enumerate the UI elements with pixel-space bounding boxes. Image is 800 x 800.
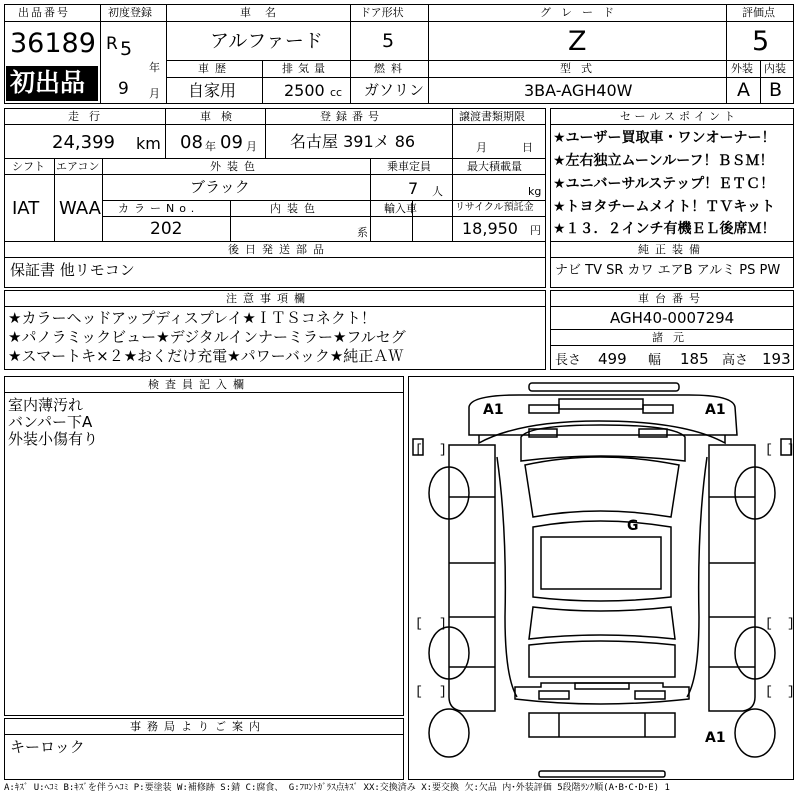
svg-text:[: [ <box>415 616 423 631</box>
car-name-label: 車名 <box>240 6 290 19</box>
tailgate <box>515 683 689 704</box>
ac-label: エアコン <box>56 160 100 173</box>
exterior-label: 外装 <box>731 62 753 75</box>
insp-month-unit: 月 <box>246 140 257 153</box>
later-parts: 保証書 他リモコン <box>10 261 135 279</box>
svg-text:]: ] <box>439 616 447 631</box>
front-end <box>469 395 737 435</box>
transfer-day: 日 <box>522 141 533 154</box>
notes-line-1: ★カラーヘッドアップディスプレイ★ＩＴＳコネクト！ <box>8 309 376 327</box>
year-unit: 年 <box>149 61 160 74</box>
wid-label: 幅 <box>648 353 662 368</box>
sales-line-4: ★トヨタチームメイト！ＴＶキット <box>553 199 775 215</box>
reg-label: 初度登録 <box>108 6 152 19</box>
door-label: ドア形状 <box>360 6 404 19</box>
damage-mark-front-right: A1 <box>705 402 726 418</box>
displacement: 2500 <box>284 81 325 100</box>
chassis-label: 車台番号 <box>638 292 706 305</box>
grade-label: グレード <box>540 6 624 19</box>
front-bumper <box>529 383 679 391</box>
equip: ナビ TV SR カワ エアB アルミ PS PW <box>555 263 781 278</box>
import-label: 輸入車 <box>384 202 417 215</box>
interior-grade: B <box>769 79 783 101</box>
model-label: 型式 <box>560 62 602 75</box>
sales-line-5: ★１３．２インチ有機ＥＬ後席Ｍ！ <box>553 221 776 237</box>
load-label: 最大積載量 <box>467 160 522 173</box>
displacement-label: 排気量 <box>282 62 330 75</box>
wid: 185 <box>680 350 709 368</box>
model: 3BA-AGH40W <box>524 81 633 100</box>
sales-line-3: ★ユニバーサルステップ！ＥＴＣ！ <box>553 176 775 192</box>
reg-month: 9 <box>118 79 129 99</box>
car-name: アルファード <box>210 30 323 52</box>
svg-text:]: ] <box>439 684 447 699</box>
damage-mark-glass: G <box>627 518 639 534</box>
dims-label: 諸元 <box>652 331 694 344</box>
color: ブラック <box>190 178 250 196</box>
damage-mark-front-left: A1 <box>483 402 504 418</box>
history-label: 車歴 <box>198 62 232 75</box>
svg-text:[: [ <box>765 616 773 631</box>
windshield <box>525 457 679 517</box>
svg-text:]: ] <box>439 442 447 457</box>
color-no: 202 <box>150 219 183 239</box>
hei-label: 高さ <box>722 353 749 368</box>
legend: A:ｷｽﾞ U:ﾍｺﾐ B:ｷｽﾞを伴うﾍｺﾐ P:要塗装 W:補修跡 S:錆 C:腐食、 G:ﾌﾛﾝﾄｶﾞﾗｽ点ｷｽﾞ XX:交換済み X:要交換 欠:欠品 内･外装評価 5段階ﾗﾝｸ順(A･B･C･D･E) 1 <box>4 783 670 793</box>
interior-color-label: 内装色 <box>270 202 321 215</box>
lot-number: 36189 <box>10 28 96 59</box>
exterior-grade: A <box>737 79 750 101</box>
len: 499 <box>598 350 627 368</box>
inspector-label: 検査員記入欄 <box>148 378 250 391</box>
tail-lamp-right <box>635 691 665 699</box>
spare-wheel-left <box>429 709 469 757</box>
history: 自家用 <box>188 81 237 100</box>
svg-text:[: [ <box>765 684 773 699</box>
shift-label: シフト <box>12 160 45 173</box>
month-unit: 月 <box>149 87 160 100</box>
left-side <box>449 445 495 711</box>
notes-line-2: ★パノラミックビュー★デジタルインナーミラー★フルセグ <box>8 328 406 346</box>
fuel-label: 燃料 <box>374 62 408 75</box>
right-side <box>709 445 755 711</box>
inspection-label: 車検 <box>200 110 242 123</box>
plate: 名古屋 391メ 86 <box>290 132 416 151</box>
recycle: 18,950 <box>462 219 518 238</box>
displacement-unit: cc <box>330 86 343 99</box>
first-listing-text: 初出品 <box>10 68 86 97</box>
sales-line-2: ★左右独立ムーンルーフ！ＢＳＭ！ <box>553 153 774 169</box>
sales-line-1: ★ユーザー買取車・ワンオーナー！ <box>553 130 776 146</box>
inspector-line-3: 外装小傷有り <box>8 430 99 448</box>
inspector-line-1: 室内薄汚れ <box>8 396 84 414</box>
headlight-right <box>639 429 667 437</box>
insp-year: 08 <box>180 132 203 153</box>
damage-diagram <box>408 376 794 780</box>
door: 5 <box>382 30 395 52</box>
interior-label: 内装 <box>764 62 786 75</box>
rear-window <box>529 641 675 677</box>
sales-label: セールスポイント <box>620 110 740 123</box>
grade: Z <box>568 26 587 57</box>
notes-line-3: ★スマートキ×２★おくだけ充電★パワーバック★純正ＡＷ <box>8 347 404 365</box>
capacity-label: 乗車定員 <box>387 160 431 173</box>
mileage: 24,399 <box>52 132 115 153</box>
len-label: 長さ <box>555 353 582 368</box>
svg-text:]: ] <box>787 616 795 631</box>
reg-year: 5 <box>120 38 133 60</box>
reg-era: R <box>106 34 118 54</box>
spare-wheel-right <box>735 709 775 757</box>
transfer-label: 譲渡書類期限 <box>459 110 525 123</box>
damage-mark-rear-right: A1 <box>705 730 726 746</box>
interior-color-unit: 系 <box>357 226 368 239</box>
mileage-label: 走行 <box>68 110 110 123</box>
sunroof <box>541 537 661 589</box>
load-unit: kg <box>528 185 542 198</box>
chassis-number: AGH40-0007294 <box>610 309 735 327</box>
rear-bumper <box>539 771 665 777</box>
color-no-label: カラーNo. <box>118 202 200 215</box>
mileage-unit: km <box>136 134 161 153</box>
recycle-label: リサイクル預託金 <box>455 202 534 213</box>
rear-glass <box>529 607 675 639</box>
color-label: 外装色 <box>210 160 261 173</box>
score: 5 <box>752 26 770 57</box>
recycle-unit: 円 <box>530 224 541 237</box>
office-text: キーロック <box>10 738 85 756</box>
plate-label: 登録番号 <box>320 110 384 123</box>
equip-label: 純正装備 <box>638 243 706 256</box>
hood <box>521 425 685 461</box>
lot-label: 出品番号 <box>18 6 70 19</box>
svg-text:[: [ <box>765 442 773 457</box>
notes-label: 注意事項欄 <box>226 292 311 305</box>
capacity: 7 <box>408 179 419 198</box>
insp-year-unit: 年 <box>205 140 216 153</box>
fuel: ガソリン <box>364 81 425 99</box>
tail-lamp-left <box>539 691 569 699</box>
later-parts-label: 後日発送部品 <box>228 243 330 256</box>
svg-text:]: ] <box>787 684 795 699</box>
transfer-month: 月 <box>476 141 487 154</box>
office-label: 事務局よりご案内 <box>130 720 266 733</box>
capacity-unit: 人 <box>432 185 443 198</box>
hei: 193 <box>762 350 791 368</box>
inspector-line-2: バンパー下A <box>8 413 93 431</box>
svg-text:]: ] <box>787 442 795 457</box>
score-label: 評価点 <box>742 6 775 19</box>
ac: WAA <box>59 198 101 219</box>
shift: IAT <box>12 198 40 219</box>
car-outline-diagram <box>409 377 795 781</box>
insp-month: 09 <box>220 132 243 153</box>
svg-text:[: [ <box>415 442 423 457</box>
license-area <box>575 683 629 689</box>
svg-text:[: [ <box>415 684 423 699</box>
